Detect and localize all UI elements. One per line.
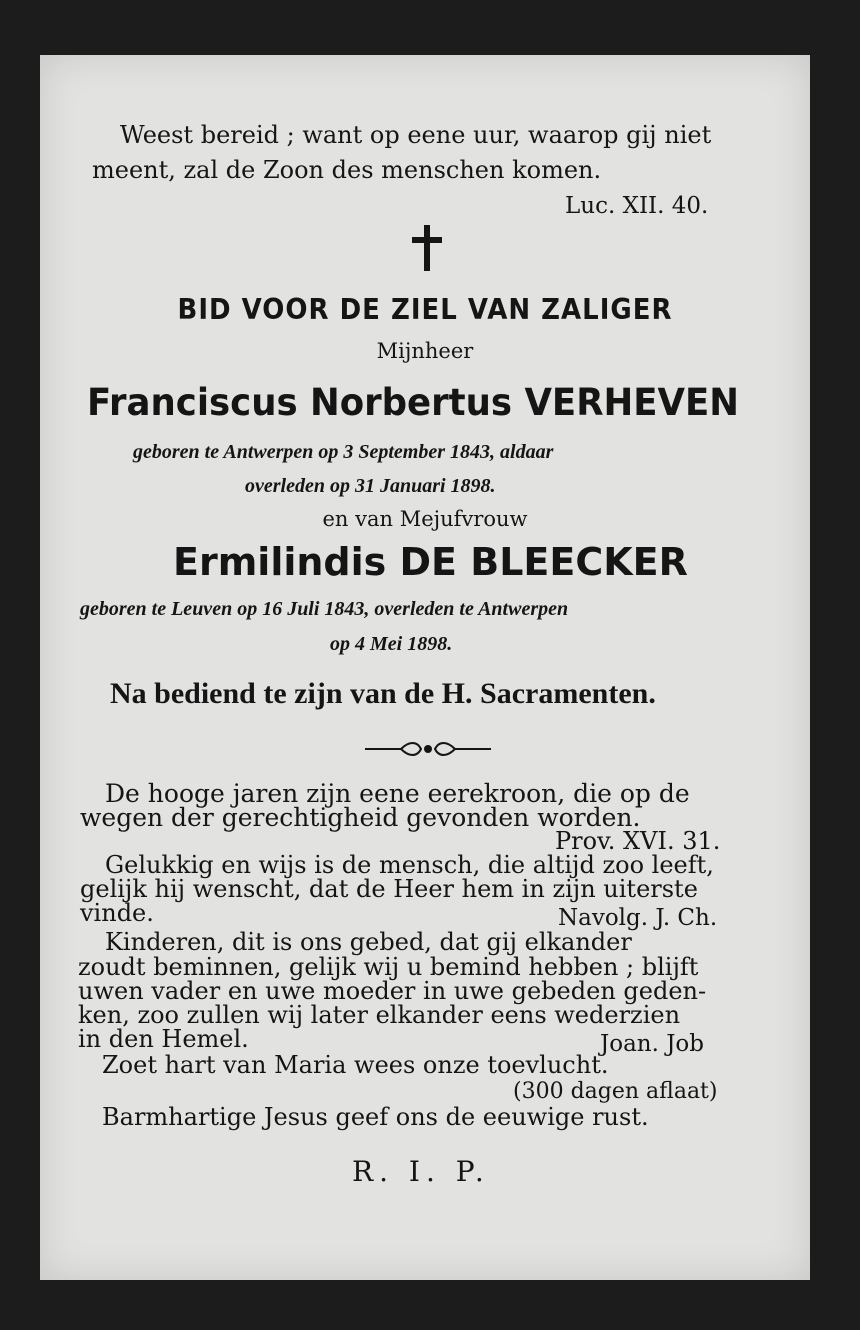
husband-name: Franciscus Norbertus VERHEVEN	[87, 381, 740, 424]
verse-reference: Navolg. J. Ch.	[558, 905, 718, 931]
verse-line: Gelukkig en wijs is de mensch, die altijd zoo leeft,	[105, 851, 714, 879]
verse-line: gelijk hij wenscht, dat de Heer hem in zijn uiterste	[80, 875, 698, 903]
verse-line: in den Hemel.	[78, 1025, 249, 1053]
wife-name: Ermilindis DE BLEECKER	[173, 540, 688, 584]
verse-reference: Prov. XVI. 31.	[555, 827, 721, 855]
verse-line: ken, zoo zullen wij later elkander eens wederzien	[78, 1001, 681, 1029]
wife-dates-line-2: op 4 Mei 1898.	[330, 633, 453, 655]
and-of-miss: en van Mejufvrouw	[322, 507, 528, 531]
prayer-heading: BID VOOR DE ZIEL VAN ZALIGER	[177, 293, 673, 327]
verse-reference: Joan. Job	[600, 1031, 705, 1057]
wife-dates-line-1: geboren te Leuven op 16 Juli 1843, overleden te Antwerpen	[80, 598, 569, 620]
verse-line: wegen der gerechtigheid gevonden worden.	[80, 803, 641, 832]
memorial-card	[40, 55, 810, 1280]
verse-line: zoudt beminnen, gelijk wij u bemind hebben ; blijft	[78, 953, 699, 981]
indulgence-note: (300 dagen aflaat)	[513, 1079, 718, 1104]
verse-line: Barmhartige Jesus geef ons de eeuwige rust.	[102, 1103, 649, 1131]
verse-line: uwen vader en uwe moeder in uwe gebeden geden-	[78, 977, 707, 1005]
title-mister: Mijnheer	[376, 339, 474, 363]
husband-dates-line-1: geboren te Antwerpen op 3 September 1843, aldaar	[133, 441, 554, 463]
epigraph-line-2: meent, zal de Zoon des menschen komen.	[92, 156, 602, 184]
cross-icon	[412, 225, 442, 271]
sacraments-line: Na bediend te zijn van de H. Sacramenten.	[110, 677, 656, 710]
verse-line: De hooge jaren zijn eene eerekroon, die op de	[105, 779, 690, 808]
husband-dates-line-2: overleden op 31 Januari 1898.	[245, 475, 496, 497]
closing-rip: R. I. P.	[352, 1155, 490, 1188]
epigraph-line-1: Weest bereid ; want op eene uur, waarop gij niet	[120, 121, 712, 149]
verse-line: vinde.	[80, 899, 154, 927]
verse-line: Zoet hart van Maria wees onze toevlucht.	[102, 1051, 609, 1079]
verse-line: Kinderen, dit is ons gebed, dat gij elkander	[105, 928, 632, 956]
epigraph-source: Luc. XII. 40.	[565, 193, 709, 219]
flourish-divider-icon	[363, 741, 493, 757]
